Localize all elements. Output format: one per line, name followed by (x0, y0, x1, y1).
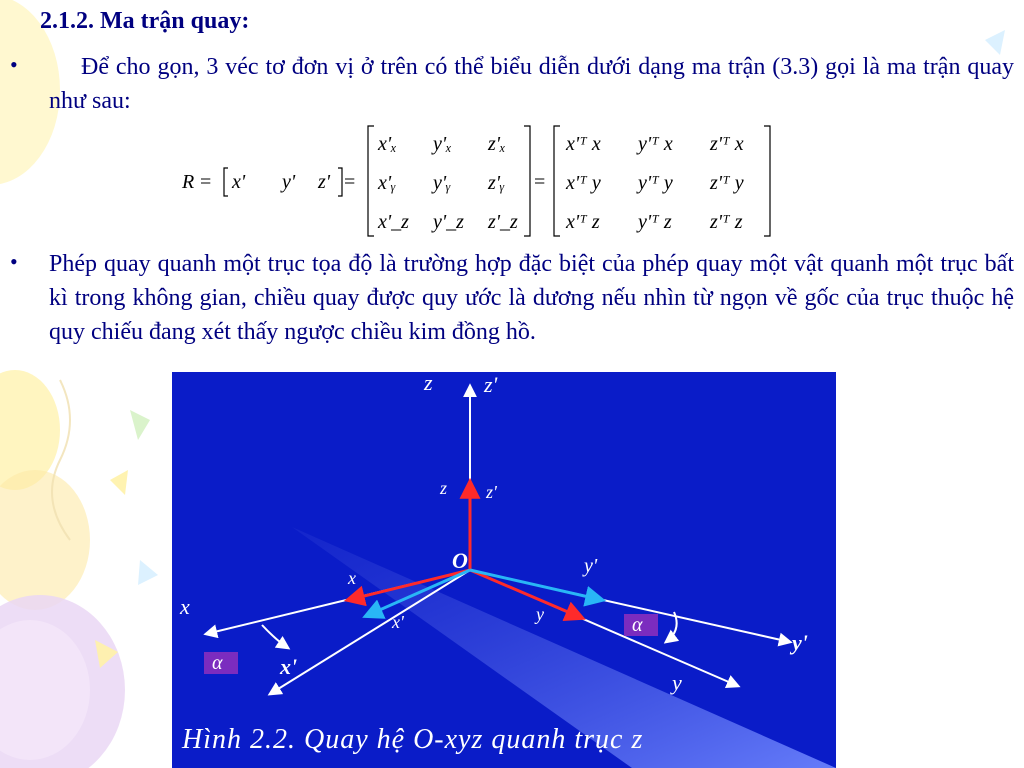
matrix1-cell: z'ᵧ (488, 172, 505, 194)
matrix1-cell: z'_z (488, 211, 518, 233)
matrix2-cell: y'ᵀ z (638, 211, 672, 233)
svg-text:=: = (534, 171, 546, 193)
angle-arc-right (666, 612, 677, 642)
alpha-left-text: α (212, 652, 223, 674)
matrix2-cell: x'ᵀ y (566, 172, 601, 194)
matrix1-cell: y'ₓ (433, 133, 452, 155)
y-prime-unit-vector (470, 570, 602, 600)
matrix2-cell: z'ᵀ y (710, 172, 744, 194)
label-x-outer: x (180, 594, 190, 619)
rotation-matrix-formula (178, 122, 778, 242)
label-y-prime-inner: y' (584, 555, 598, 577)
figure-caption: Hình 2.2. Quay hệ O-xyz quanh trục z (182, 724, 644, 755)
matrix2-cell: z'ᵀ x (710, 133, 744, 155)
row-vector-x: x' (232, 171, 246, 193)
row-vector-z: z' (318, 171, 331, 193)
angle-arc-left (262, 625, 288, 648)
label-x-inner: x (348, 568, 356, 588)
rotation-diagram (172, 372, 836, 768)
label-z-prime-inner: z' (486, 482, 497, 502)
matrix2-cell: y'ᵀ x (638, 133, 673, 155)
label-x-prime-outer: x' (280, 654, 298, 679)
label-y-outer: y (672, 670, 682, 695)
y-unit-vector (470, 570, 582, 618)
matrix2-cell: y'ᵀ y (638, 172, 673, 194)
matrix2 (565, 133, 744, 233)
label-y-inner: y (536, 604, 544, 624)
rotation-figure (172, 372, 836, 768)
alpha-right-text: α (632, 614, 643, 636)
matrix2-cell: z'ᵀ z (710, 211, 743, 233)
svg-text:=: = (200, 171, 212, 193)
bullet-marker: • (10, 52, 18, 77)
matrix1-cell: x'ₓ (378, 133, 397, 155)
paragraph-rotation-convention: Phép quay quanh một trục tọa độ là trường hợp đặc biệt của phép quay một vật quanh một trục bất kì trong không gian, chiều quay được quy ước là dương nếu nhìn từ ngọn về gốc của trục thuộc hệ quy chiếu đang xét thấy ngược chiều kim đồng hồ. (49, 251, 1014, 345)
formula-lhs: R (182, 171, 195, 193)
label-y-prime-outer: y' (792, 630, 808, 655)
label-origin: O (452, 548, 468, 573)
svg-text:=: = (344, 171, 356, 193)
matrix1-cell: x'_z (378, 211, 409, 233)
matrix1 (377, 133, 518, 233)
bullet-marker: • (10, 249, 18, 274)
matrix2-cell: x'ᵀ x (566, 133, 601, 155)
matrix1-cell: y'_z (433, 211, 464, 233)
section-heading: 2.1.2. Ma trận quay: (40, 8, 250, 34)
matrix2-cell: x'ᵀ z (566, 211, 600, 233)
paragraph-intro: Để cho gọn, 3 véc tơ đơn vị ở trên có thể biểu diễn dưới dạng ma trận (3.3) gọi là ma trận quay như sau: (49, 54, 1014, 114)
x-prime-axis (270, 570, 470, 694)
row-vector-y: y' (282, 171, 296, 193)
matrix1-cell: y'ᵧ (433, 172, 451, 194)
label-z-top: z (424, 372, 433, 395)
label-z-inner: z (440, 478, 448, 498)
matrix1-cell: x'ᵧ (378, 172, 396, 194)
matrix1-cell: z'ₓ (488, 133, 506, 155)
label-z-prime-top: z' (484, 372, 498, 397)
label-x-prime-inner: x' (392, 612, 404, 632)
